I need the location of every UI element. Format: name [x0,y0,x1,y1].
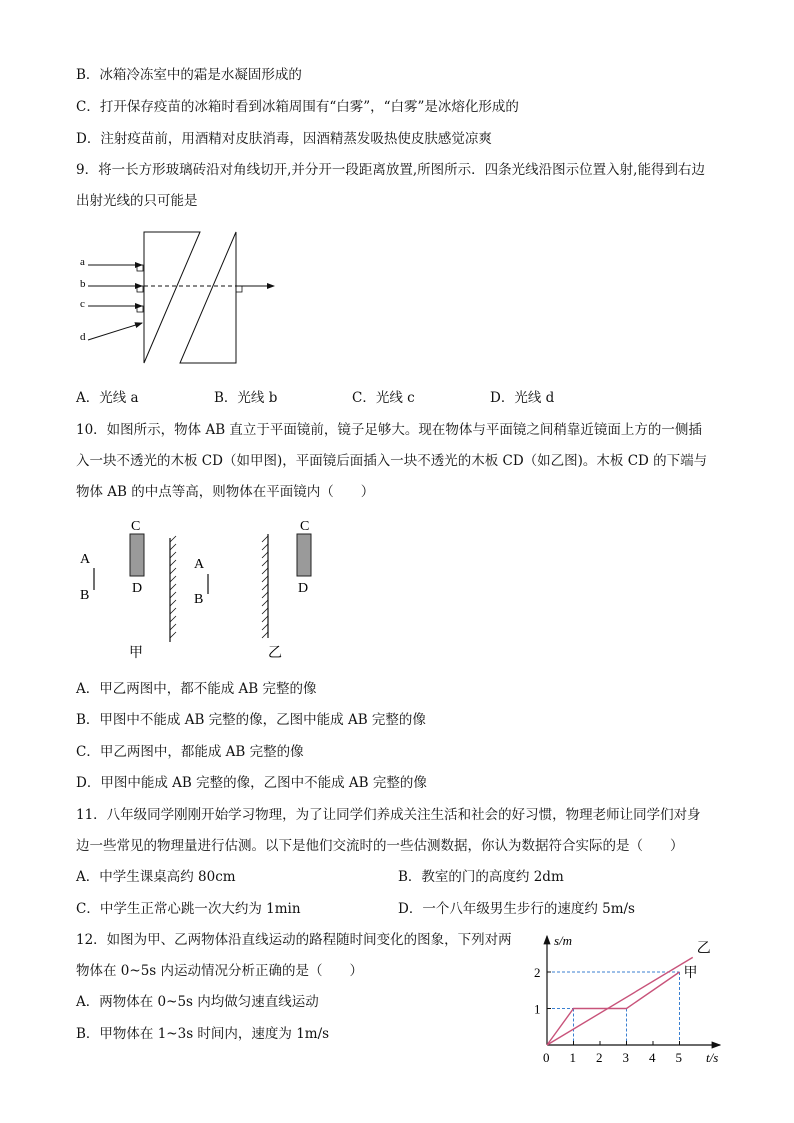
y-tick-label: 2 [534,965,541,980]
q9-stem-line-1: 9．将一长方形玻璃砖沿对角线切开,并分开一段距离放置,所图所示．四条光线沿图示位置入射,能得到右边 [76,162,705,178]
caption-jia: 甲 [129,646,143,661]
q9-glass-prism-figure [76,225,286,370]
q11-options-row-1 [76,868,696,886]
q12-stem-line-2: 物体在 0~5s 内运动情况分析正确的是（ ） [76,963,363,979]
q11-option-c: C．中学生正常心跳一次大约为 1min [76,901,301,917]
q9-option-d: D．光线 d [490,390,555,406]
x-tick-label: 5 [675,1050,682,1065]
q8-option-d: D．注射疫苗前，用酒精对皮肤消毒，因酒精蒸发吸热使皮肤感觉凉爽 [76,131,492,147]
right-board-cd [297,534,311,576]
q10-stem-line-1: 10．如图所示，物体 AB 直立于平面镜前，镜子足够大。现在物体与平面镜之间稍靠近镜面上方的一侧插 [76,422,702,438]
st-graph [530,928,730,1068]
q10-mirror-figure [76,512,336,667]
q8-option-b: B．冰箱冷冻室中的霜是水凝固形成的 [76,67,302,83]
q9-option-c: C．光线 c [352,390,415,406]
x-tick-label: 0 [543,1050,550,1065]
series-line-yi [547,957,693,1045]
q9-option-a: A．光线 a [76,390,139,406]
left-mirror-hatching [170,536,176,638]
q10-stem-line-2: 入一块不透光的木板 CD（如甲图)，平面镜后面插入一块不透光的木板 CD（如乙图)。木板 CD 的下端与 [76,453,708,469]
q11-stem-line-2: 边一些常见的物理量进行估测。以下是他们交流时的一些估测数据，你认为数据符合实际的是（ ） [76,838,684,854]
caption-yi: 乙 [268,646,282,661]
q10-option-b: B．甲图中不能成 AB 完整的像，乙图中能成 AB 完整的像 [76,712,426,728]
q10-option-d: D．甲图中能成 AB 完整的像，乙图中不能成 AB 完整的像 [76,775,427,791]
q10-stem-line-3: 物体 AB 的中点等高，则物体在平面镜内（ ） [76,484,375,500]
q9-options [76,389,636,407]
y-axis-label: s/m [554,933,573,948]
right-mirror-hatching [262,536,268,638]
q11-option-d: D．一个八年级男生步行的速度约 5m/s [398,901,635,917]
x-tick-label: 3 [622,1050,629,1065]
series-label-yi: 乙 [696,941,711,957]
q12-option-b: B．甲物体在 1~3s 时间内，速度为 1m/s [76,1026,330,1042]
series-label-jia: 甲 [683,966,698,981]
q11-options-row-2 [76,900,696,918]
y-tick-label: 1 [534,1001,541,1017]
q8-option-c: C．打开保存疫苗的冰箱时看到冰箱周围有“白雾”，“白雾”是冰熔化形成的 [76,99,519,115]
q12-option-a: A．两物体在 0~5s 内均做匀速直线运动 [76,994,319,1010]
right-label-d: D [298,581,309,596]
q9-option-b: B．光线 b [214,390,278,406]
q10-option-c: C．甲乙两图中，都能成 AB 完整的像 [76,744,304,760]
ray-label-b: b [80,278,86,290]
q12-stem-line-1: 12．如图为甲、乙两物体沿直线运动的路程随时间变化的图象，下列对两 [76,932,512,948]
ray-label-a: a [80,256,85,268]
x-axis-label: t/s [706,1050,719,1065]
left-label-c: C [131,519,141,534]
q11-stem-line-1: 11．八年级同学刚刚开始学习物理，为了让同学们养成关注生活和社会的好习惯，物理老师让同学们对身 [76,807,701,823]
left-label-b: B [80,588,90,603]
q10-option-a: A．甲乙两图中，都不能成 AB 完整的像 [76,681,317,697]
q11-option-b: B．教室的门的高度约 2dm [398,869,564,885]
q9-stem-line-2: 出射光线的只可能是 [76,193,198,209]
ray-label-d: d [80,331,86,343]
x-tick-label: 2 [596,1050,603,1065]
left-prism-piece [144,232,200,363]
right-label-a: A [194,557,205,572]
left-board-cd [130,534,144,576]
right-prism-piece [180,232,236,363]
left-label-d: D [132,581,143,596]
ray-label-c: c [80,298,85,310]
right-label-b: B [194,592,204,607]
series-line-jia [547,972,680,1045]
x-tick-label: 1 [569,1050,576,1065]
q11-option-a: A．中学生课桌高约 80cm [76,869,236,885]
left-label-a: A [80,552,91,567]
x-tick-label: 4 [649,1050,656,1065]
right-label-c: C [300,519,310,534]
